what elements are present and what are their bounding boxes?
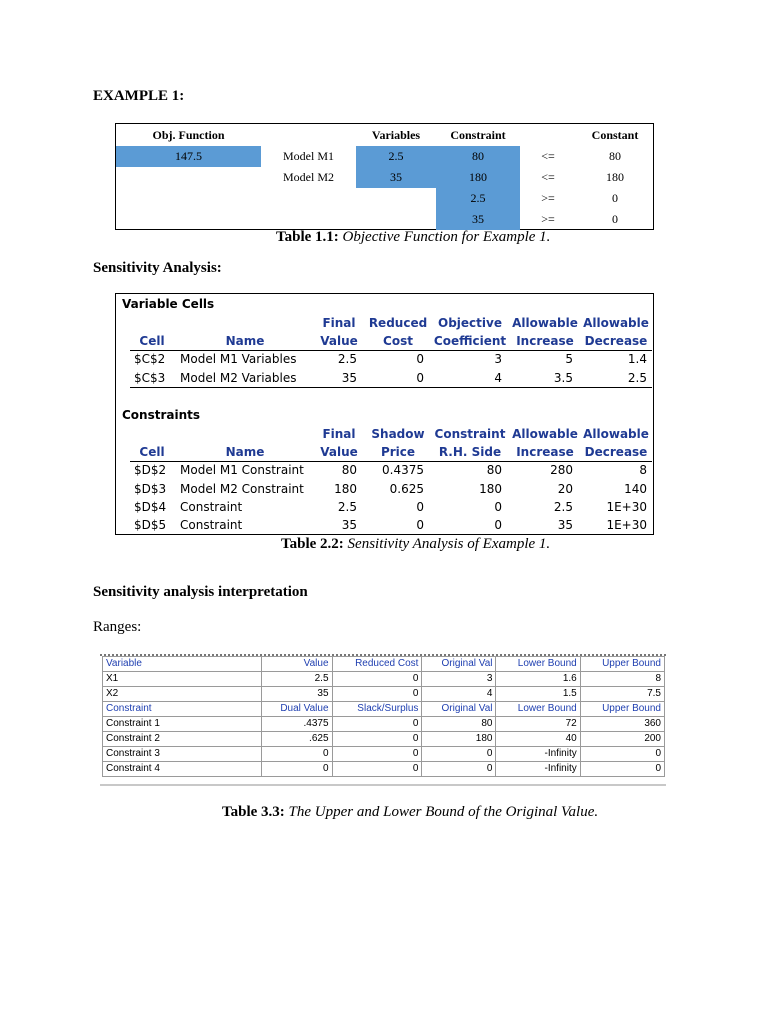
row-label: Constraint 3 <box>103 747 262 762</box>
cell-value: 280 <box>550 463 573 477</box>
cell-value: 0 <box>494 500 502 514</box>
cell-value: 3 <box>494 352 502 366</box>
example-heading: EXAMPLE 1: <box>93 88 185 104</box>
table-row <box>103 747 665 762</box>
cell-value: 1.4 <box>627 352 647 366</box>
cell-ref: $D$4 <box>134 500 167 514</box>
col-header: Allowable <box>583 316 649 330</box>
constant-value: 80 <box>609 149 621 163</box>
interpretation-heading: Sensitivity analysis interpretation <box>93 584 308 600</box>
constant-value: 0 <box>612 212 618 226</box>
cell-value: 360 <box>580 717 664 732</box>
cell-value: 180 <box>479 482 502 496</box>
cell-value: 0.625 <box>389 482 424 496</box>
cell-value: 3 <box>422 672 496 687</box>
cell-value: 0 <box>416 352 424 366</box>
header-cell: Upper Bound <box>580 657 664 672</box>
cell-value: 0 <box>332 717 422 732</box>
cell-value: 20 <box>557 482 573 496</box>
cell-name: Constraint <box>180 518 243 532</box>
operator: <= <box>541 149 555 163</box>
operator: <= <box>541 170 555 184</box>
cell-value: 0 <box>422 762 496 777</box>
cell-value: 4 <box>494 371 502 385</box>
cell-ref: $C$3 <box>134 371 166 385</box>
cell-value: 0 <box>416 518 424 532</box>
sensitivity-heading: Sensitivity Analysis: <box>93 260 222 276</box>
table-row <box>103 762 665 777</box>
cell-value: 72 <box>496 717 580 732</box>
cell-value: .4375 <box>262 717 333 732</box>
caption-label: Table 2.2: <box>281 536 344 552</box>
row-label: X2 <box>103 687 262 702</box>
ranges-table <box>100 654 666 786</box>
caption-text: The Upper and Lower Bound of the Original Value. <box>288 804 599 820</box>
cell-value: 0 <box>580 747 664 762</box>
variable-value: 2.5 <box>356 146 436 167</box>
ranges-label: Ranges: <box>93 619 142 635</box>
constant-value: 180 <box>606 170 624 184</box>
cell-value: 0 <box>262 762 333 777</box>
col-header: Constraint <box>434 427 506 441</box>
constraint-value: 80 <box>436 146 520 167</box>
cell-ref: $C$2 <box>134 352 166 366</box>
cell-value: 1E+30 <box>606 500 647 514</box>
cell-value: 2.5 <box>337 500 357 514</box>
cell-value: 40 <box>496 732 580 747</box>
table-row <box>103 732 665 747</box>
table-1-caption <box>276 229 550 246</box>
cell-value: 35 <box>262 687 333 702</box>
header-cell: Lower Bound <box>496 702 580 717</box>
cell-value: 0 <box>422 747 496 762</box>
cell-value: -Infinity <box>496 747 580 762</box>
cell-value: 3.5 <box>553 371 573 385</box>
cell-value: 1.6 <box>496 672 580 687</box>
constant-value: 0 <box>612 191 618 205</box>
col-header: Reduced <box>368 316 428 330</box>
cell-value: 0 <box>580 762 664 777</box>
table-row <box>103 717 665 732</box>
cell-value: 0 <box>262 747 333 762</box>
header-cell: Variable <box>103 657 262 672</box>
header-cell: Original Val <box>422 657 496 672</box>
col-header: Name <box>225 445 265 459</box>
col-header: Decrease <box>584 445 648 459</box>
constraint-header: Constraint <box>450 128 506 142</box>
col-header: Cell <box>139 445 165 459</box>
col-header: Final <box>322 316 356 330</box>
header-cell: Reduced Cost <box>332 657 422 672</box>
cell-value: 80 <box>422 717 496 732</box>
col-header: Increase <box>516 445 574 459</box>
cell-value: 0 <box>332 732 422 747</box>
row-label: Model M1 <box>283 149 334 163</box>
cell-ref: $D$3 <box>134 482 167 496</box>
table-header-row <box>103 702 665 717</box>
col-header: Allowable <box>583 427 649 441</box>
table-3-caption <box>222 804 598 821</box>
cell-value: 8 <box>639 463 647 477</box>
cell-name: Constraint <box>180 500 243 514</box>
cell-ref: $D$2 <box>134 463 167 477</box>
cell-value: 80 <box>486 463 502 477</box>
row-label: Constraint 4 <box>103 762 262 777</box>
cell-name: Model M2 Variables <box>180 371 297 385</box>
col-header: Name <box>225 334 265 348</box>
operator: >= <box>541 191 555 205</box>
cell-value: 7.5 <box>580 687 664 702</box>
col-header: Value <box>320 334 358 348</box>
header-cell: Slack/Surplus <box>332 702 422 717</box>
cell-value: 0 <box>332 687 422 702</box>
cell-value: 5 <box>565 352 573 366</box>
cell-ref: $D$5 <box>134 518 167 532</box>
cell-value: -Infinity <box>496 762 580 777</box>
header-cell: Dual Value <box>262 702 333 717</box>
row-label: Model M2 <box>283 170 334 184</box>
col-header: Decrease <box>584 334 648 348</box>
cell-value: 0 <box>494 518 502 532</box>
col-header: Allowable <box>512 316 578 330</box>
cell-value: 4 <box>422 687 496 702</box>
cell-name: Model M2 Constraint <box>180 482 304 496</box>
caption-label: Table 3.3: <box>222 804 285 820</box>
row-label: Constraint 2 <box>103 732 262 747</box>
col-header: Price <box>380 445 416 459</box>
variable-value: 35 <box>356 167 436 188</box>
col-header: Value <box>320 445 358 459</box>
cell-value: 35 <box>341 518 357 532</box>
table-row <box>103 672 665 687</box>
cell-value: 2.5 <box>627 371 647 385</box>
operator: >= <box>541 212 555 226</box>
constraints-title: Constraints <box>122 408 201 422</box>
constraint-value: 35 <box>436 209 520 230</box>
cell-value: 180 <box>334 482 357 496</box>
constant-header: Constant <box>591 128 639 142</box>
cell-value: 0 <box>416 371 424 385</box>
cell-value: 0 <box>332 672 422 687</box>
header-cell: Constraint <box>103 702 262 717</box>
cell-value: 1E+30 <box>606 518 647 532</box>
caption-text: Objective Function for Example 1. <box>342 229 551 245</box>
col-header: Objective <box>438 316 502 330</box>
cell-value: 1.5 <box>496 687 580 702</box>
cell-value: 2.5 <box>553 500 573 514</box>
objective-function-table <box>115 123 654 230</box>
cell-value: 0 <box>332 747 422 762</box>
cell-value: 8 <box>580 672 664 687</box>
obj-function-header: Obj. Function <box>152 128 225 142</box>
cell-value: 35 <box>341 371 357 385</box>
col-header: Coefficient <box>433 334 507 348</box>
cell-name: Model M1 Constraint <box>180 463 304 477</box>
col-header: Shadow <box>371 427 425 441</box>
constraint-value: 180 <box>436 167 520 188</box>
cell-value: .625 <box>262 732 333 747</box>
constraint-value: 2.5 <box>436 188 520 209</box>
caption-text: Sensitivity Analysis of Example 1. <box>347 536 551 552</box>
cell-value: 200 <box>580 732 664 747</box>
cell-value: 0 <box>416 500 424 514</box>
header-cell: Original Val <box>422 702 496 717</box>
caption-label: Table 1.1: <box>276 229 339 245</box>
variables-header: Variables <box>371 128 421 142</box>
sensitivity-report-table <box>115 293 654 535</box>
obj-function-value: 147.5 <box>116 146 261 167</box>
row-label: X1 <box>103 672 262 687</box>
col-header: R.H. Side <box>438 445 502 459</box>
cell-value: 0 <box>332 762 422 777</box>
row-label: Constraint 1 <box>103 717 262 732</box>
col-header: Final <box>322 427 356 441</box>
table-header-row <box>103 657 665 672</box>
variable-cells-title: Variable Cells <box>122 297 215 311</box>
col-header: Cell <box>139 334 165 348</box>
cell-value: 180 <box>422 732 496 747</box>
col-header: Increase <box>516 334 574 348</box>
cell-value: 140 <box>624 482 647 496</box>
table-row <box>103 687 665 702</box>
table-2-caption <box>281 536 550 553</box>
cell-value: 2.5 <box>337 352 357 366</box>
cell-value: 0.4375 <box>382 463 424 477</box>
header-cell: Lower Bound <box>496 657 580 672</box>
cell-name: Model M1 Variables <box>180 352 297 366</box>
cell-value: 35 <box>557 518 573 532</box>
col-header: Cost <box>383 334 413 348</box>
header-cell: Upper Bound <box>580 702 664 717</box>
header-cell: Value <box>262 657 333 672</box>
cell-value: 80 <box>341 463 357 477</box>
cell-value: 2.5 <box>262 672 333 687</box>
col-header: Allowable <box>512 427 578 441</box>
